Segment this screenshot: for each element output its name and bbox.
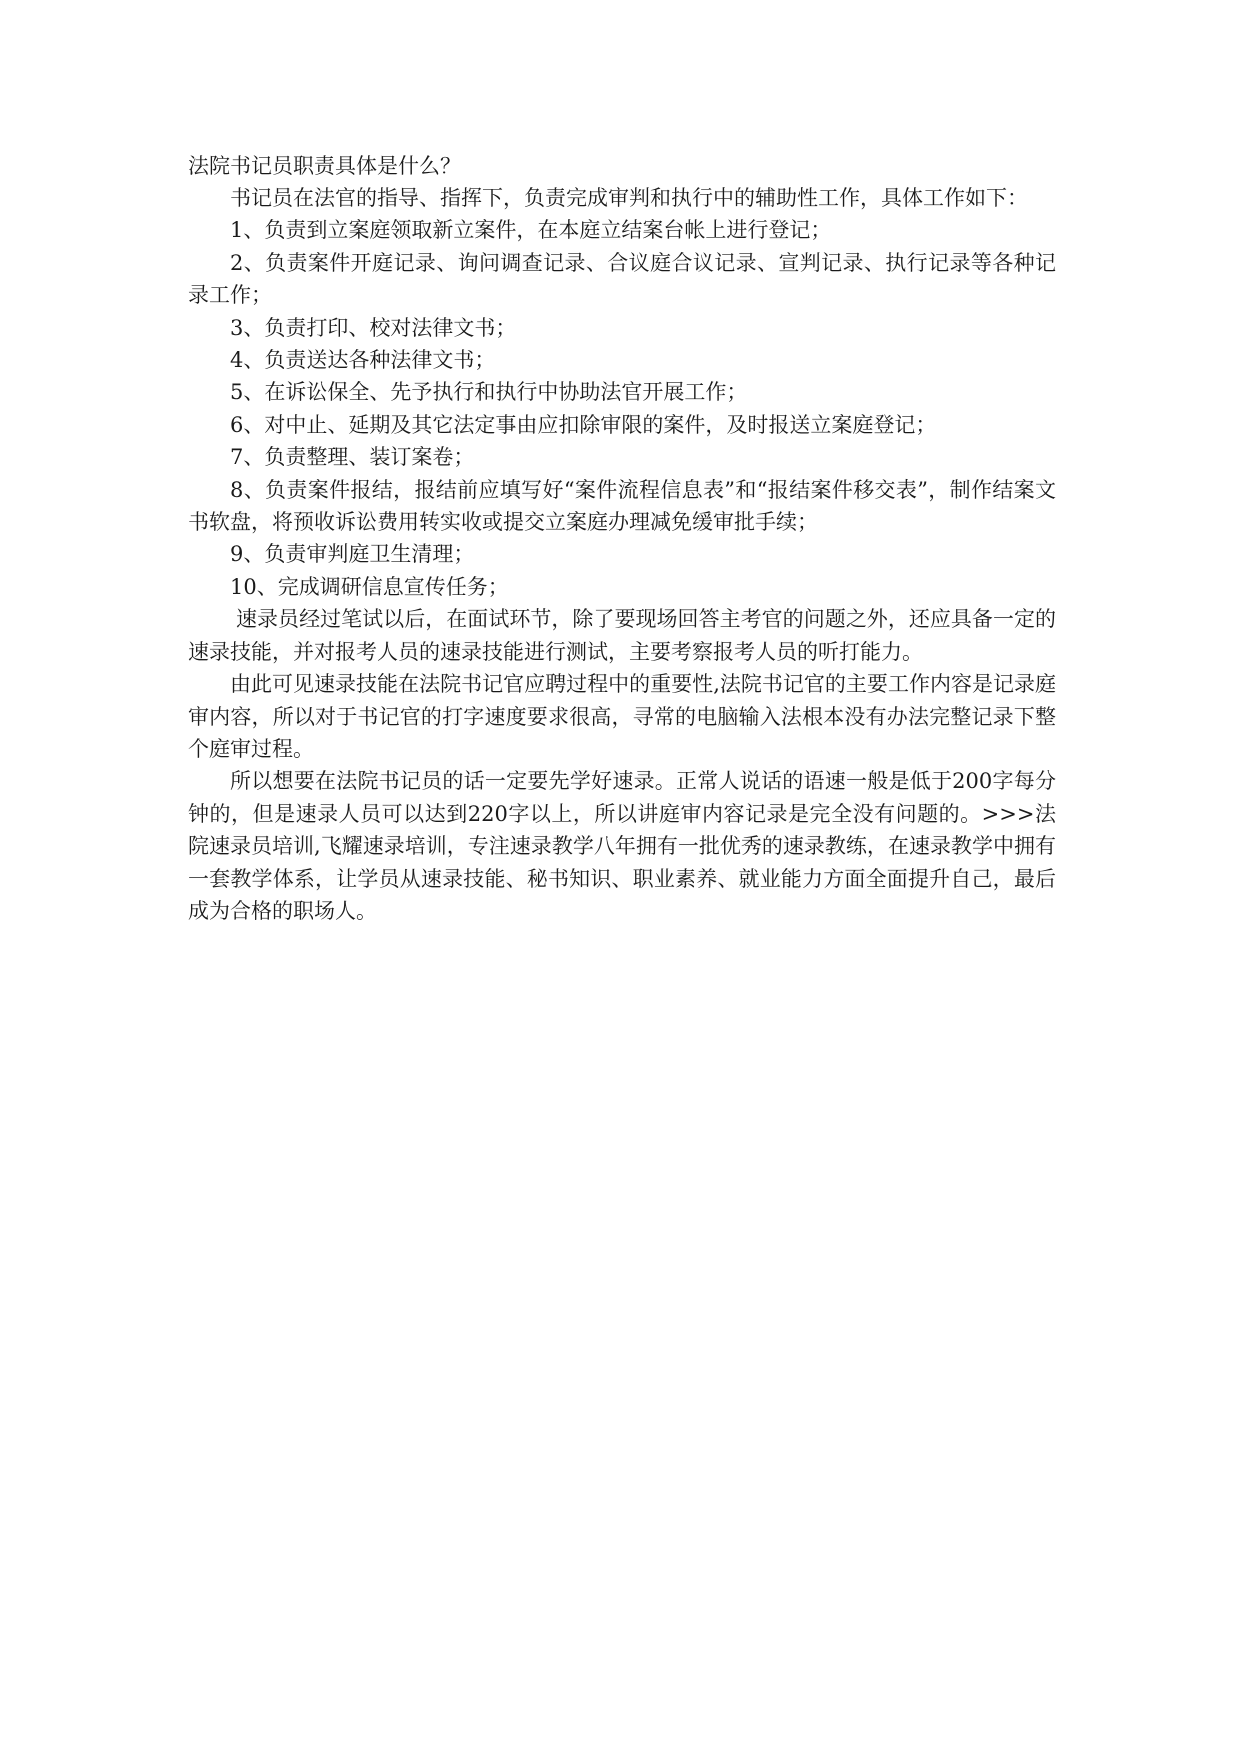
duty-item: 7、负责整理、装订案卷；: [230, 445, 475, 470]
duty-item: 9、负责审判庭卫生清理；: [230, 542, 475, 567]
document-page: [188, 150, 1056, 927]
duty-item: 1、负责到立案庭领取新立案件，在本庭立结案台帐上进行登记；: [230, 218, 832, 243]
intro-paragraph: 书记员在法官的指导、指挥下，负责完成审判和执行中的辅助性工作，具体工作如下：: [230, 186, 1028, 210]
interview-paragraph: 速录员经过笔试以后，在面试环节，除了要现场回答主考官的问题之外，还应具备一定的速录技能，并对报考人员的速录技能进行测试，主要考察报考人员的听打能力。: [188, 607, 1056, 664]
duty-item: 10、完成调研信息宣传任务；: [230, 574, 509, 599]
duty-item: 3、负责打印、校对法律文书；: [230, 315, 517, 340]
importance-paragraph: 由此可见速录技能在法院书记官应聘过程中的重要性,法院书记官的主要工作内容是记录庭审内容，所以对于书记官的打字速度要求很高，寻常的电脑输入法根本没有办法完整记录下整个庭审过程。: [188, 672, 1056, 761]
duty-item: 6、对中止、延期及其它法定事由应扣除审限的案件，及时报送立案庭登记；: [230, 412, 937, 437]
duty-item: 8、负责案件报结，报结前应填写好“案件流程信息表”和“报结案件移交表”，制作结案文书软盘，将预收诉讼费用转实收或提交立案庭办理减免缓审批手续；: [188, 477, 1056, 535]
conclusion-paragraph: 所以想要在法院书记员的话一定要先学好速录。正常人说话的语速一般是低于200字每分钟的，但是速录人员可以达到220字以上，所以讲庭审内容记录是完全没有问题的。>>>法院速录员培训,飞耀速录培训，专注速录教学八年拥有一批优秀的速录教练，在速录教学中拥有一套教学体系，让学员从速录技能、秘书知识、职业素养、就业能力方面全面提升自己，最后成为合格的职场人。: [188, 769, 1056, 923]
duty-item: 5、在诉讼保全、先予执行和执行中协助法官开展工作；: [230, 380, 748, 405]
duty-item: 2、负责案件开庭记录、询问调查记录、合议庭合议记录、宣判记录、执行记录等各种记录工作；: [188, 250, 1056, 308]
duty-item: 4、负责送达各种法律文书；: [230, 348, 496, 373]
document-title: 法院书记员职责具体是什么？: [188, 154, 461, 178]
